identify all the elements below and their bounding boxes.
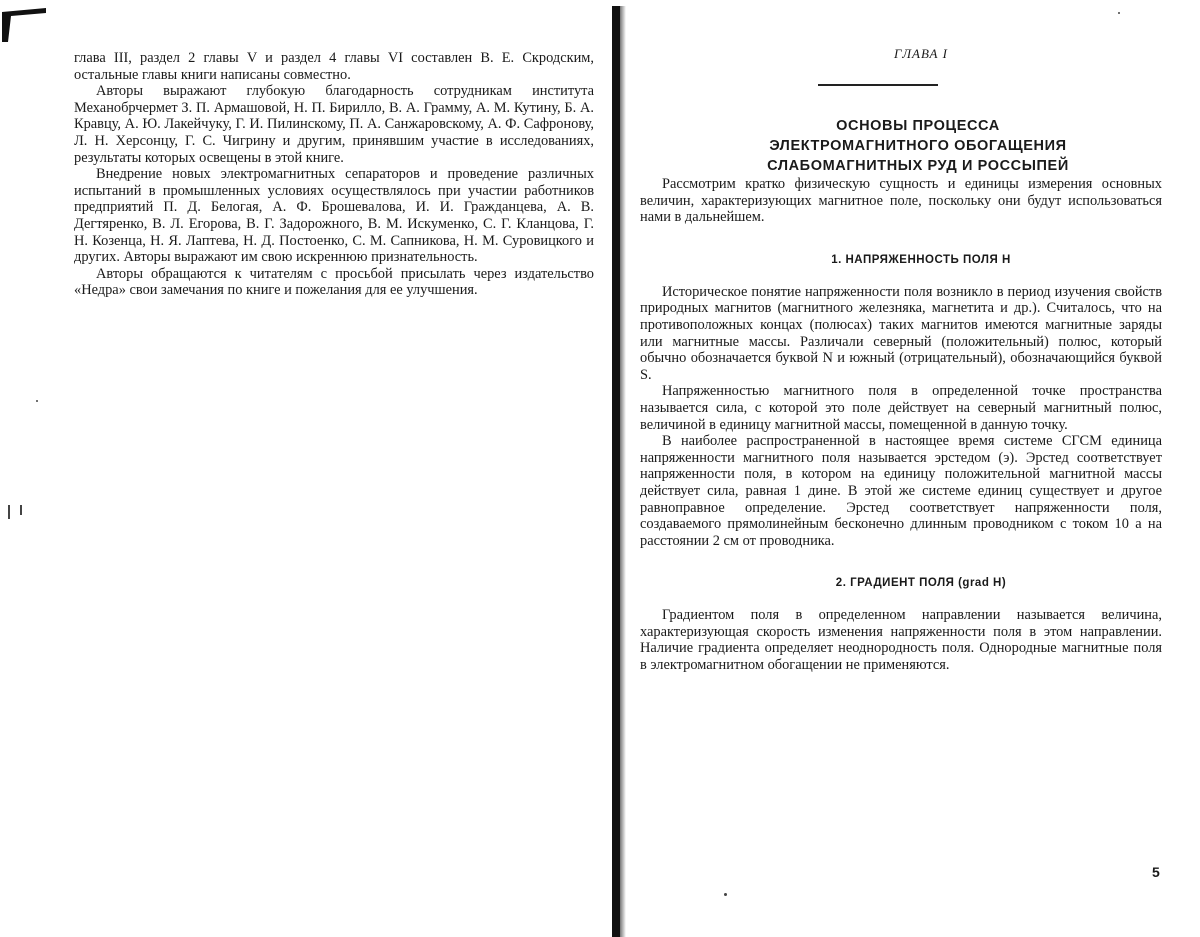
left-paragraph-3: Внедрение новых электромагнитных сепараторов и проведение различных испытаний в промышленных условиях осуществлялось при участии работников предприятий П. Д. Белогая, А. Ф. Брошевалова, И. И. Гражданцева, А. В. Дегтяренко, В. Л. Егорова, В. Г. Задорожного, В. М. Искуменко, С. Г. Кланцова, Г. Н. Козенца, Н. Я. Лаптева, Н. Д. Постоенко, С. М. Сапникова, Н. М. Суровицкого и других. Авторы выражают им свою искреннюю признательность.	[74, 166, 594, 266]
chapter-label: ГЛАВА I	[894, 46, 948, 61]
book-gutter	[612, 6, 620, 937]
scan-corner-mark	[2, 8, 46, 42]
scan-speck	[20, 505, 22, 515]
left-page	[74, 50, 594, 299]
chapter-title-line-2: ЭЛЕКТРОМАГНИТНОГО ОБОГАЩЕНИЯ	[769, 138, 1067, 154]
left-paragraph-2: Авторы выражают глубокую благодарность сотрудникам института Механобрчермет З. П. Армашовой, Н. П. Бирилло, В. А. Грамму, А. М. Кутину, Б. А. Кравцу, А. Ю. Лакейчуку, Г. И. Пилинскому, П. А. Санжаровскому, А. Ф. Сафронову, Л. Н. Херсонцу, Г. С. Чигрину и другим, принявшим участие в исследованиях, результаты которых освещены в этой книге.	[74, 83, 594, 166]
chapter-rule	[818, 84, 938, 86]
chapter-title-line-3: СЛАБОМАГНИТНЫХ РУД И РОССЫПЕЙ	[767, 158, 1069, 174]
scan-speck	[724, 893, 727, 896]
scan-speck	[1118, 12, 1120, 14]
section-1-heading: 1. НАПРЯЖЕННОСТЬ ПОЛЯ H	[831, 253, 1011, 266]
left-paragraph-4: Авторы обращаются к читателям с просьбой присылать через издательство «Недра» свои замечания по книге и пожелания для ее улучшения.	[74, 265, 594, 299]
section-1-paragraph-3: В наиболее распространенной в настоящее время системе СГСМ единица напряженности магнитного поля называется эрстедом (э). Эрстед соответствует напряженности поля, в котором на единицу положительной магнитной массы действует сила, равная 1 дине. В этой же системе единиц существует и другое равноправное определение. Эрстед соответствует напряженности поля, создаваемого прямолинейным бесконечно длинным проводником с током 10 а на расстоянии 2 см от проводника.	[640, 433, 1162, 549]
chapter-title-line-1: ОСНОВЫ ПРОЦЕССА	[836, 118, 1000, 134]
section-1-paragraph-1: Историческое понятие напряженности поля возникло в период изучения свойств природных магнитов (магнитного железняка, магнетита и др.). Считалось, что на противоположных концах (полюсах) таких магнитов имеются магнитные заряды или магнитные массы. Различали северный (положительный) полюс, который обычно обозначается буквой N и южный (отрицательный), обозначающийся буквой S.	[640, 283, 1162, 383]
section-2-paragraph-1: Градиентом поля в определенном направлении называется величина, характеризующая скорость изменения напряженности поля в этом направлении. Наличие градиента определяет неоднородность поля. Однородные магнитные поля в электромагнитном обогащении не применяются.	[640, 607, 1162, 674]
gutter-shadow	[620, 6, 626, 937]
left-paragraph-1: глава III, раздел 2 главы V и раздел 4 главы VI составлен В. Е. Скродским, остальные главы книги написаны совместно.	[74, 50, 594, 83]
section-2-heading: 2. ГРАДИЕНТ ПОЛЯ (grad H)	[835, 577, 1007, 590]
page-number: 5	[1152, 864, 1160, 880]
scan-speck	[8, 505, 10, 519]
scan-speck	[36, 400, 38, 402]
chapter-title	[640, 116, 1162, 176]
right-page	[640, 46, 1162, 674]
section-1-paragraph-2: Напряженностью магнитного поля в определенной точке пространства называется сила, с которой это поле действует на северный магнитный полюс, величиной в единицу магнитной массы, помещенной в данную точку.	[640, 383, 1162, 433]
section-2-body	[640, 607, 1162, 673]
intro-paragraph: Рассмотрим кратко физическую сущность и единицы измерения основных величин, характеризующих магнитное поле, поскольку они будут использоваться нами в дальнейшем.	[640, 176, 1162, 226]
section-1-body	[640, 284, 1162, 550]
